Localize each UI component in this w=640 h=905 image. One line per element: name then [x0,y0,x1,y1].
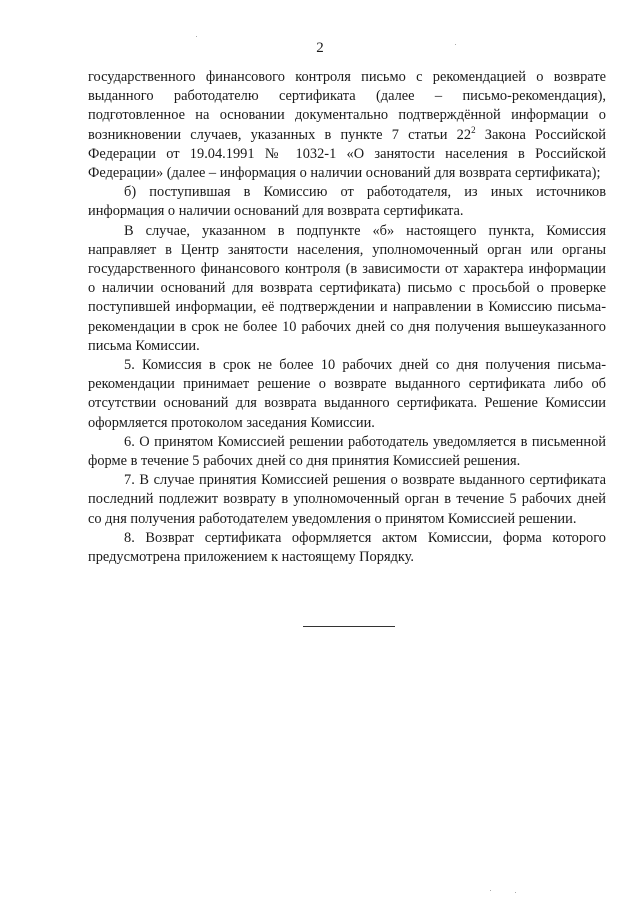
scan-speck [455,44,456,45]
paragraph [88,433,606,471]
paragraph [88,356,606,433]
paragraph [88,183,606,221]
text-run: 8. Возврат сертификата оформляется актом Комиссии, форма которого предусмотрена приложением к настоящему Порядку. [88,529,606,566]
scan-speck [515,892,516,893]
text-run: 5. Комиссия в срок не более 10 рабочих дней со дня получения письма-рекомендации принимает решение о возврате выданного сертификата либо об отсутствии оснований для возврата выданного сертификата. Решение Комиссии оформляется протоколом заседания Комиссии. [88,357,606,431]
scan-speck [196,36,197,37]
document-body [88,68,606,567]
text-run: В случае, указанном в подпункте «б» настоящего пункта, Комиссия направляет в Центр занятости населения, уполномоченный орган или органы государственного финансового контроля (в зависимости от характера информации о наличии оснований для возврата сертификата) письмо с просьбой о проверке поступившей информации, её подтверждении и направлении в Комиссию письма-рекомендации в срок не более 10 рабочих дней со дня получения вышеуказанного письма Комиссии. [88,222,606,354]
text-run: Закона Российской Федерации от 19.04.1991 № 1032-1 «О занятости населения в Российской Федерации» (далее – информация о наличии оснований для возврата сертификата); [88,126,606,182]
text-run: 7. В случае принятия Комиссией решения о возврате выданного сертификата последний подлежит возврату в уполномоченный орган в течение 5 рабочих дней со дня получения работодателем уведомления о принятом Комиссией решении. [88,472,606,527]
scan-speck [490,890,491,891]
paragraph [88,471,606,529]
paragraph [88,529,606,567]
closing-rule [303,626,395,627]
page-number: 2 [316,40,324,56]
paragraph [88,68,606,183]
paragraph [88,222,606,356]
superscript: 2 [471,124,476,135]
text-run: б) поступившая в Комиссию от работодателя, из иных источников информация о наличии оснований для возврата сертификата. [88,184,606,220]
text-run: государственного финансового контроля письмо с рекомендацией о возврате выданного работодателю сертификата (далее – письмо-рекомендация), подготовленное на основании документально подтверждённой информации о возникновении случаев, указанных в пункте 7 статьи 22 [88,69,606,143]
text-run: 6. О принятом Комиссией решении работодатель уведомляется в письменной форме в течение 5 рабочих дней со дня принятия Комиссией решения. [88,433,606,470]
